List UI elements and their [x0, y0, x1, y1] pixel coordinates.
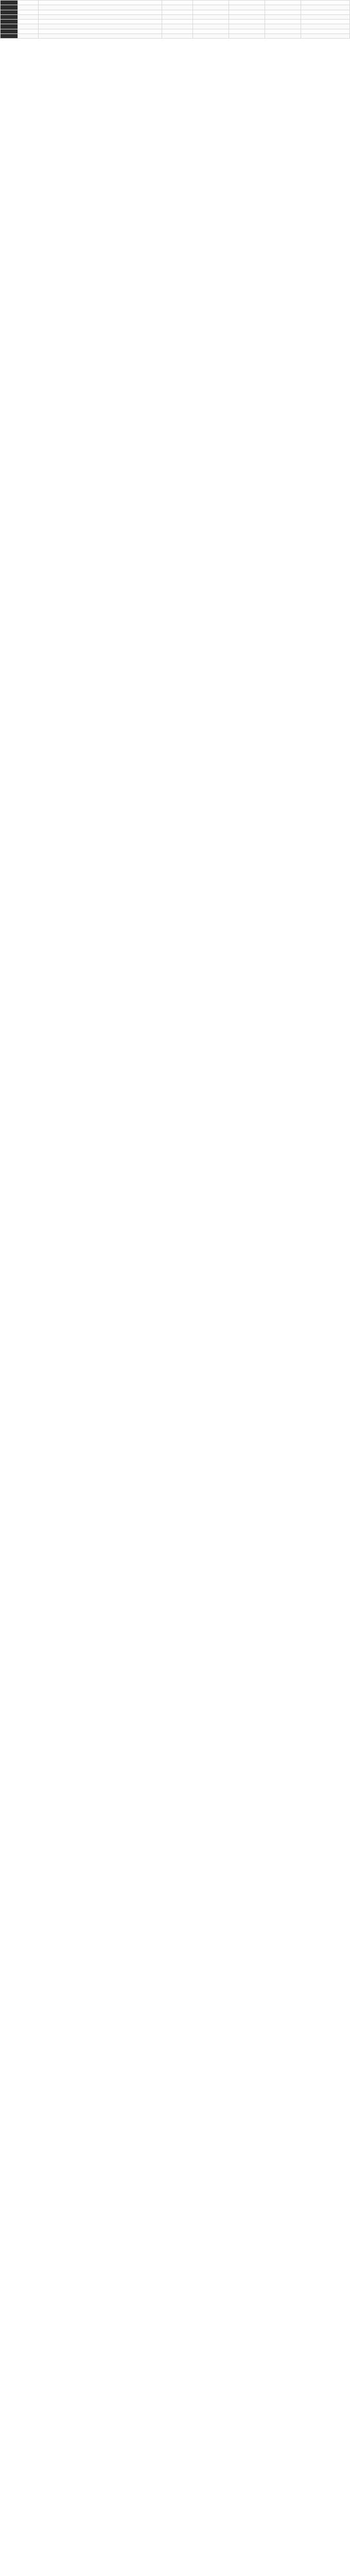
row-value-2	[193, 14, 229, 19]
row-value-1	[162, 14, 193, 19]
row-category-label	[1, 29, 18, 33]
row-category-label	[1, 20, 18, 24]
row-value-1	[162, 5, 193, 10]
row-category-label	[1, 1, 18, 5]
table-row	[1, 10, 350, 14]
row-code	[18, 29, 39, 33]
row-institution-name	[39, 24, 162, 29]
table-row	[1, 34, 350, 39]
row-institution-name	[39, 14, 162, 19]
table-row	[1, 24, 350, 29]
row-value-4	[265, 10, 301, 14]
row-institution-name	[39, 5, 162, 10]
row-value-3	[229, 24, 265, 29]
row-value-4	[265, 29, 301, 33]
row-value-3	[229, 14, 265, 19]
row-value-1	[162, 10, 193, 14]
row-value-2	[193, 20, 229, 24]
row-code	[18, 34, 39, 39]
row-value-5	[301, 20, 350, 24]
row-value-5	[301, 14, 350, 19]
row-institution-name	[39, 20, 162, 24]
row-value-2	[193, 29, 229, 33]
row-value-5	[301, 5, 350, 10]
table-row	[1, 1, 350, 5]
row-value-2	[193, 5, 229, 10]
row-category-label	[1, 14, 18, 19]
row-value-5	[301, 10, 350, 14]
row-category-label	[1, 24, 18, 29]
row-code	[18, 10, 39, 14]
row-category-label	[1, 5, 18, 10]
row-code	[18, 20, 39, 24]
row-value-3	[229, 29, 265, 33]
row-value-5	[301, 1, 350, 5]
row-institution-name	[39, 10, 162, 14]
row-value-2	[193, 24, 229, 29]
row-code	[18, 5, 39, 10]
row-value-5	[301, 29, 350, 33]
row-code	[18, 14, 39, 19]
row-value-3	[229, 20, 265, 24]
row-value-2	[193, 34, 229, 39]
row-value-1	[162, 29, 193, 33]
row-value-1	[162, 1, 193, 5]
row-value-1	[162, 24, 193, 29]
row-value-1	[162, 34, 193, 39]
table-row	[1, 29, 350, 33]
score-table-sheet	[0, 0, 350, 39]
row-value-3	[229, 34, 265, 39]
row-value-5	[301, 24, 350, 29]
table-row	[1, 5, 350, 10]
row-code	[18, 24, 39, 29]
row-value-2	[193, 1, 229, 5]
row-category-label	[1, 34, 18, 39]
row-institution-name	[39, 34, 162, 39]
row-value-2	[193, 10, 229, 14]
row-institution-name	[39, 29, 162, 33]
row-value-1	[162, 20, 193, 24]
row-value-4	[265, 20, 301, 24]
score-table	[0, 0, 350, 39]
row-institution-name	[39, 1, 162, 5]
row-value-3	[229, 1, 265, 5]
table-row	[1, 20, 350, 24]
row-value-4	[265, 1, 301, 5]
table-row	[1, 14, 350, 19]
row-value-4	[265, 14, 301, 19]
row-value-3	[229, 5, 265, 10]
row-value-4	[265, 34, 301, 39]
row-category-label	[1, 10, 18, 14]
row-value-3	[229, 10, 265, 14]
row-value-4	[265, 5, 301, 10]
row-code	[18, 1, 39, 5]
row-value-4	[265, 24, 301, 29]
row-value-5	[301, 34, 350, 39]
table-body	[1, 1, 350, 39]
